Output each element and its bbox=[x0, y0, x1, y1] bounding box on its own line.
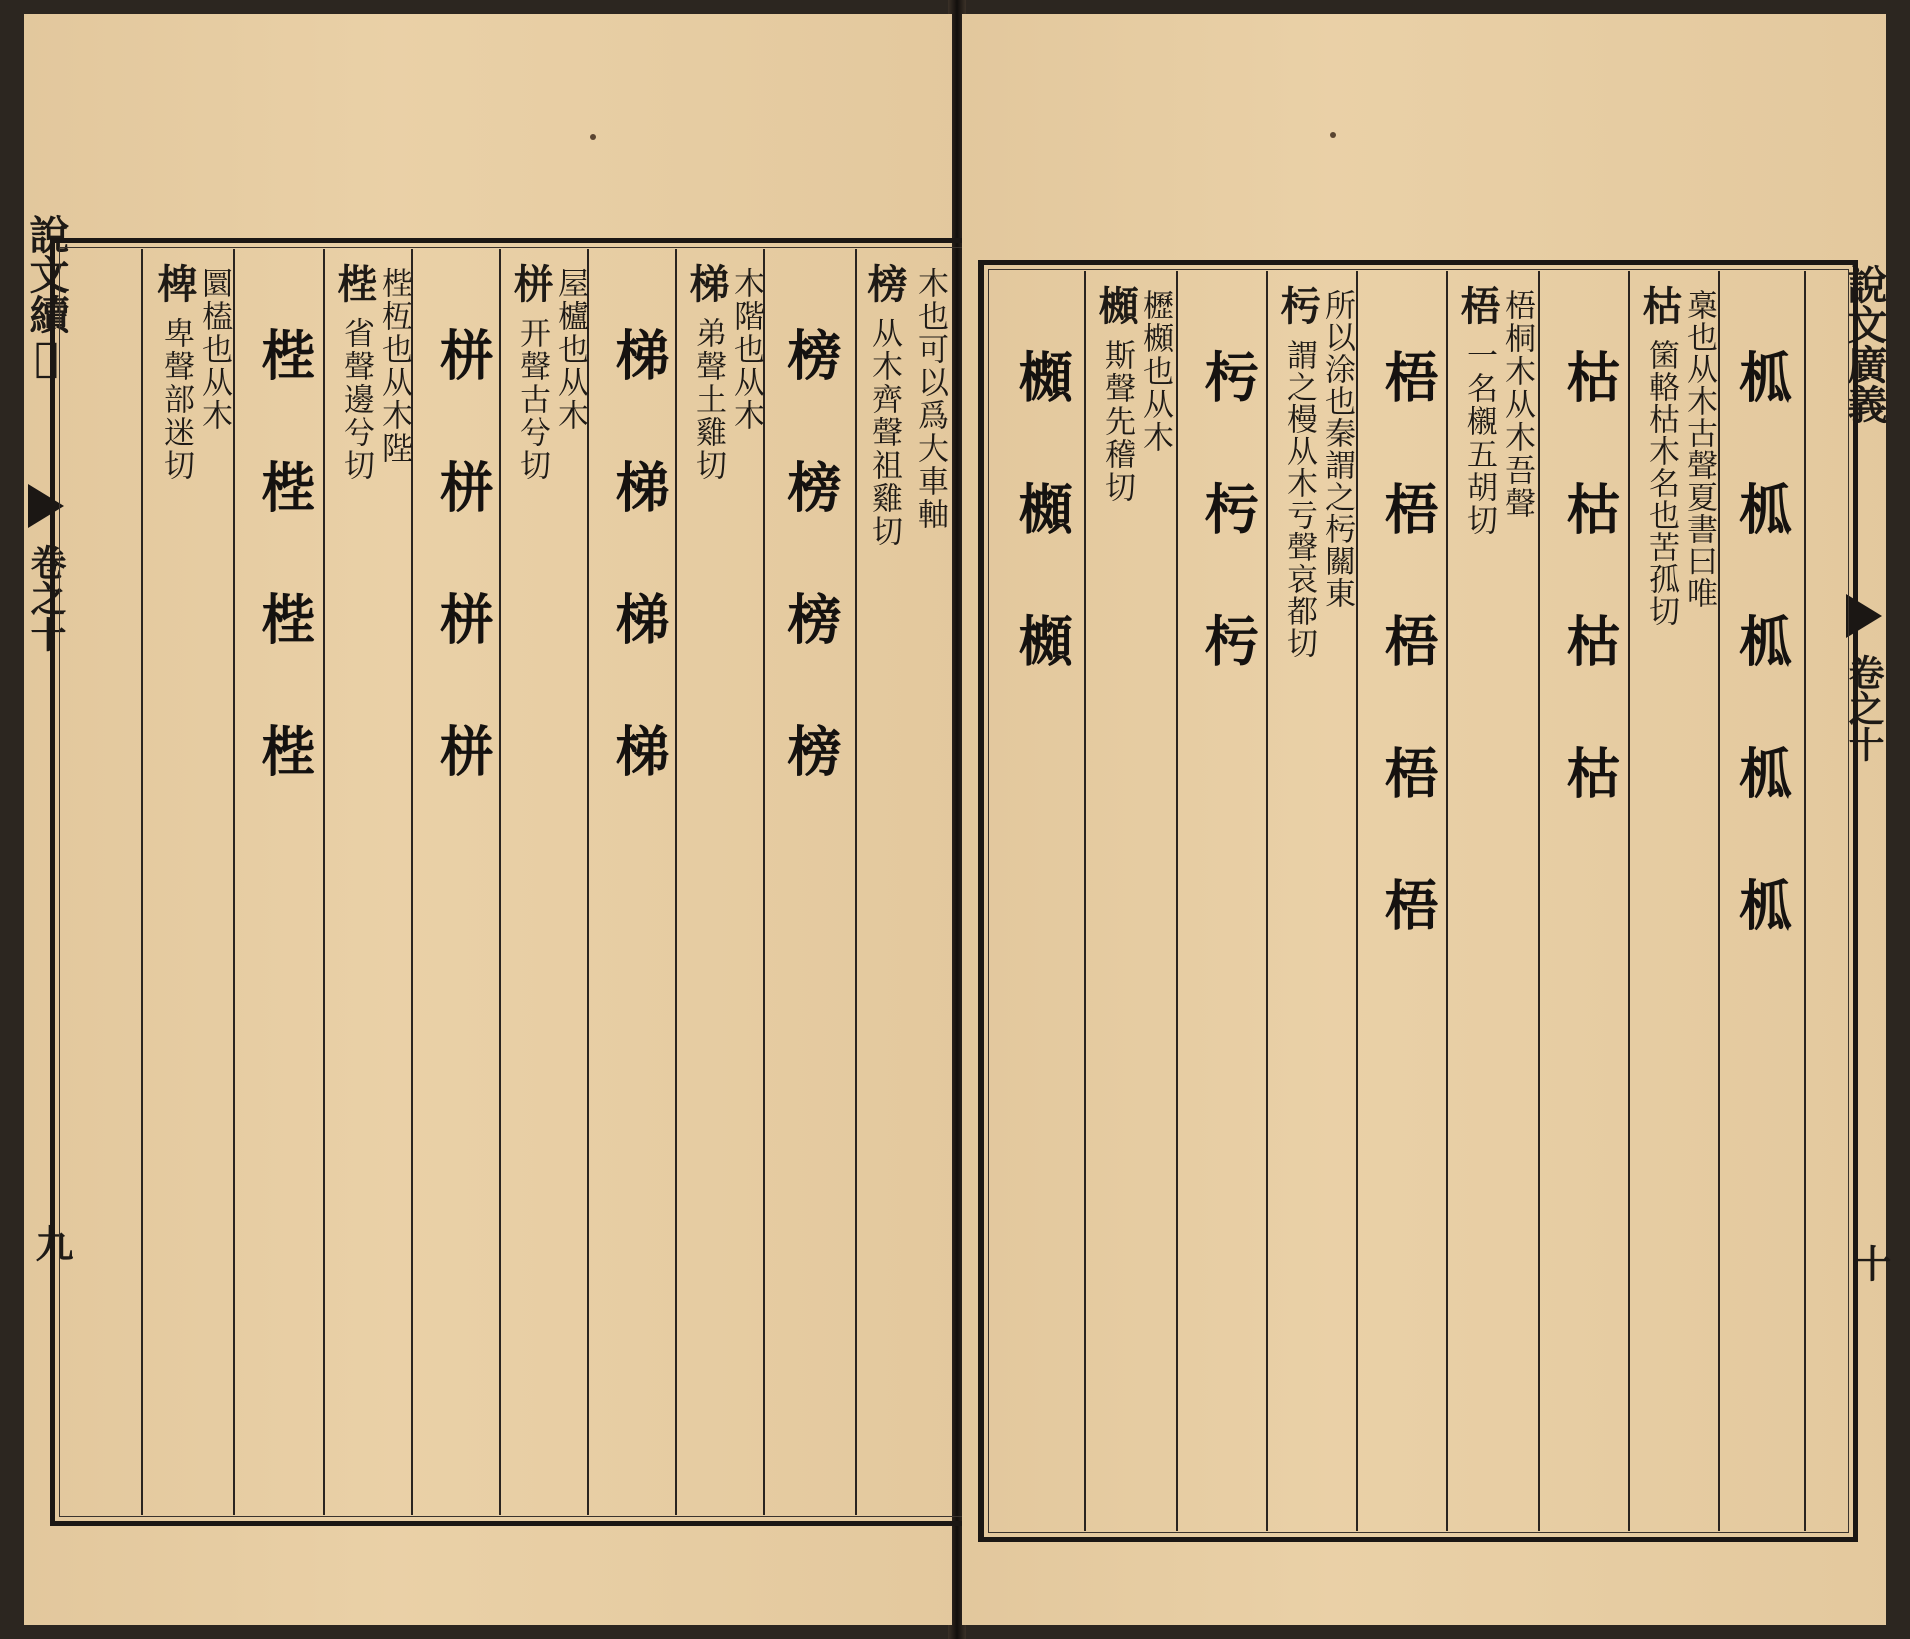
seal-column bbox=[1540, 279, 1632, 1527]
entry-headword: 梧 bbox=[1454, 285, 1501, 325]
entry-headword: 枯 bbox=[1636, 285, 1683, 325]
entry-gloss-line: 斯聲先稽切 bbox=[1099, 339, 1135, 504]
entry-headword: 梐 bbox=[331, 263, 378, 303]
entry-headword: 榜 bbox=[861, 263, 908, 303]
seal-forms: 栟栟栟栟 bbox=[431, 327, 494, 855]
entry-column bbox=[1448, 279, 1540, 1527]
seal-forms: 梧梧梧梧梧 bbox=[1376, 349, 1439, 1009]
entry-column bbox=[1630, 279, 1722, 1527]
entry-column bbox=[501, 257, 593, 1511]
entry-gloss-line: 所以涂也秦謂之杇關東 bbox=[1319, 289, 1355, 609]
entry-gloss-line: 省聲邊兮切 bbox=[338, 317, 374, 482]
seal-forms: 梯梯梯梯 bbox=[607, 327, 670, 855]
seal-forms: 枯枯枯枯 bbox=[1558, 349, 1621, 877]
entry-gloss-line: 箘輅枯木名也苦孤切 bbox=[1643, 339, 1679, 627]
left-margin-chapter: 卷之十 bbox=[25, 544, 67, 652]
seal-column bbox=[1358, 279, 1450, 1527]
entry-gloss-line: 卑聲部迷切 bbox=[158, 317, 194, 482]
entry-gloss-line: 謂之槾从木亏聲哀都切 bbox=[1281, 339, 1317, 659]
right-page-number: 十 bbox=[1847, 1244, 1892, 1282]
left-margin-title: 說文續𥡆 bbox=[23, 214, 70, 381]
seal-column bbox=[1178, 279, 1270, 1527]
entry-gloss-line: 开聲古兮切 bbox=[514, 317, 550, 482]
seal-forms: 杇杇杇 bbox=[1196, 349, 1259, 745]
entry-column bbox=[855, 257, 947, 1511]
entry-gloss-line: 屋櫨也从木 bbox=[552, 267, 588, 432]
left-page-number: 九 bbox=[29, 1224, 74, 1262]
entry-gloss-line: 梐枑也从木陛 bbox=[376, 267, 412, 465]
seal-forms: 梐梐梐梐 bbox=[253, 327, 316, 855]
right-page bbox=[962, 14, 1892, 1625]
seal-column bbox=[413, 257, 505, 1511]
paper-blemish bbox=[590, 134, 596, 140]
entry-column bbox=[677, 257, 769, 1511]
seal-column bbox=[992, 279, 1084, 1527]
entry-gloss-line: 木也可以爲大車軸 bbox=[912, 267, 948, 531]
column-rule bbox=[1804, 271, 1806, 1531]
entry-column bbox=[325, 257, 417, 1511]
entry-headword: 杇 bbox=[1274, 285, 1321, 325]
seal-column bbox=[767, 257, 859, 1511]
entry-gloss-line: 从木齊聲祖雞切 bbox=[866, 317, 902, 548]
entry-column bbox=[145, 257, 237, 1511]
entry-headword: 梯 bbox=[683, 263, 730, 303]
right-text-frame bbox=[978, 260, 1858, 1542]
seal-column bbox=[589, 257, 681, 1511]
entry-gloss-line: 木階也从木 bbox=[728, 267, 764, 432]
entry-headword: 椑 bbox=[151, 263, 198, 303]
right-margin-title: 說文廣義 bbox=[1841, 264, 1888, 424]
seal-forms: 柧柧柧柧柧 bbox=[1730, 349, 1793, 1009]
entry-gloss-line: 櫪櫇也从木 bbox=[1137, 289, 1173, 454]
entry-gloss-line: 槀也从木古聲夏書曰唯 bbox=[1681, 289, 1717, 609]
right-margin-chapter: 卷之十 bbox=[1843, 654, 1885, 762]
entry-headword: 櫇 bbox=[1092, 285, 1139, 325]
seal-forms: 櫇櫇櫇 bbox=[1010, 349, 1073, 745]
seal-column bbox=[235, 257, 327, 1511]
left-text-frame bbox=[50, 238, 968, 1526]
entry-column bbox=[1086, 279, 1178, 1527]
paper-blemish bbox=[1330, 132, 1336, 138]
entry-gloss-line: 圜榼也从木 bbox=[196, 267, 232, 432]
left-page bbox=[24, 14, 952, 1625]
entry-gloss-line: 梧桐木从木吾聲 bbox=[1499, 289, 1535, 520]
entry-gloss-line: 一名櫬五胡切 bbox=[1461, 339, 1497, 537]
seal-column bbox=[1720, 279, 1802, 1527]
entry-gloss-line: 弟聲土雞切 bbox=[690, 317, 726, 482]
seal-forms: 榜榜榜榜 bbox=[779, 327, 842, 855]
entry-column bbox=[1268, 279, 1360, 1527]
column-rule bbox=[141, 249, 143, 1515]
entry-headword: 栟 bbox=[507, 263, 554, 303]
